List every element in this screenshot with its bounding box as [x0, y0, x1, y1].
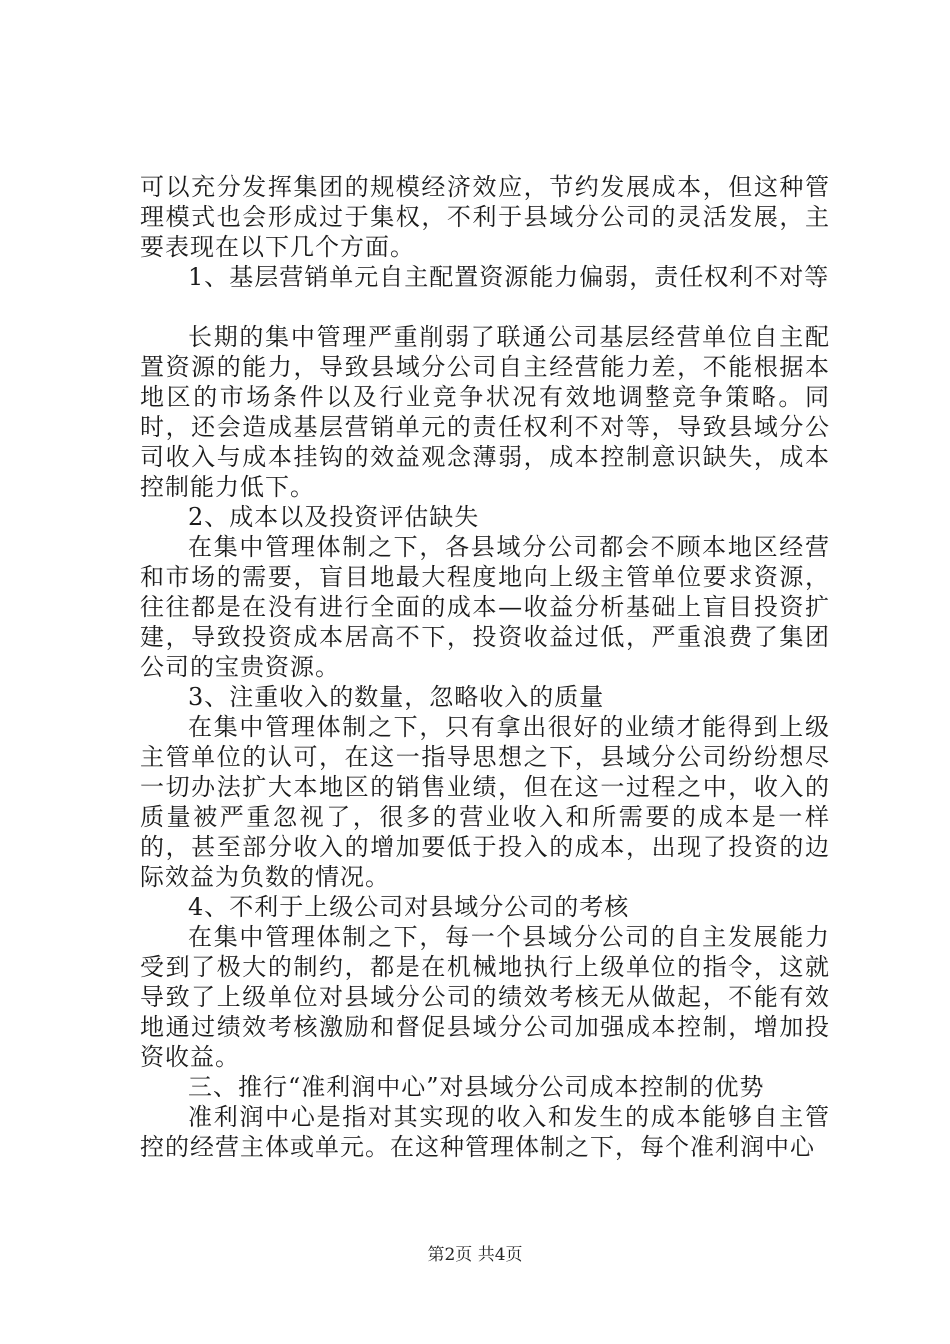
paragraph-section-3: 准利润中心是指对其实现的收入和发生的成本能够自主管控的经营主体或单元。在这种管理体制之下，每个准利润中心: [140, 1103, 830, 1161]
section-heading-3: 三、推行“准利润中心”对县域分公司成本控制的优势: [188, 1073, 765, 1101]
paragraph-point-1: 长期的集中管理严重削弱了联通公司基层经营单位自主配置资源的能力，导致县域分公司自主经营能力差，不能根据本地区的市场条件以及行业竞争状况有效地调整竞争策略。同时，还会造成基层营销单元的责任权利不对等，导致县域分公司收入与成本挂钩的效益观念薄弱，成本控制意识缺失，成本控制能力低下。: [140, 323, 830, 501]
heading-point-1: 1、基层营销单元自主配置资源能力偏弱，责任权利不对等: [188, 263, 830, 291]
document-body: [140, 172, 830, 1162]
paragraph-intro: 可以充分发挥集团的规模经济效应，节约发展成本，但这种管理模式也会形成过于集权，不利于县域分公司的灵活发展，主要表现在以下几个方面。: [140, 173, 830, 261]
heading-point-4: 4、不利于上级公司对县域分公司的考核: [188, 893, 630, 921]
heading-point-3: 3、注重收入的数量，忽略收入的质量: [188, 683, 605, 711]
paragraph-point-2: 在集中管理体制之下，各县域分公司都会不顾本地区经营和市场的需要，盲目地最大程度地向上级主管单位要求资源，往往都是在没有进行全面的成本—收益分析基础上盲目投资扩建，导致投资成本居高不下，投资收益过低，严重浪费了集团公司的宝贵资源。: [140, 533, 830, 681]
paragraph-point-4: 在集中管理体制之下，每一个县域分公司的自主发展能力受到了极大的制约，都是在机械地执行上级单位的指令，这就导致了上级单位对县域分公司的绩效考核无从做起，不能有效地通过绩效考核激励和督促县域分公司加强成本控制，增加投资收益。: [140, 923, 830, 1071]
paragraph-point-3: 在集中管理体制之下，只有拿出很好的业绩才能得到上级主管单位的认可，在这一指导思想之下，县域分公司纷纷想尽一切办法扩大本地区的销售业绩，但在这一过程之中，收入的质量被严重忽视了，很多的营业收入和所需要的成本是一样的，甚至部分收入的增加要低于投入的成本，出现了投资的边际效益为负数的情况。: [140, 713, 830, 891]
heading-point-2: 2、成本以及投资评估缺失: [188, 503, 480, 531]
page-number-footer: 第2页 共4页: [427, 1245, 523, 1265]
